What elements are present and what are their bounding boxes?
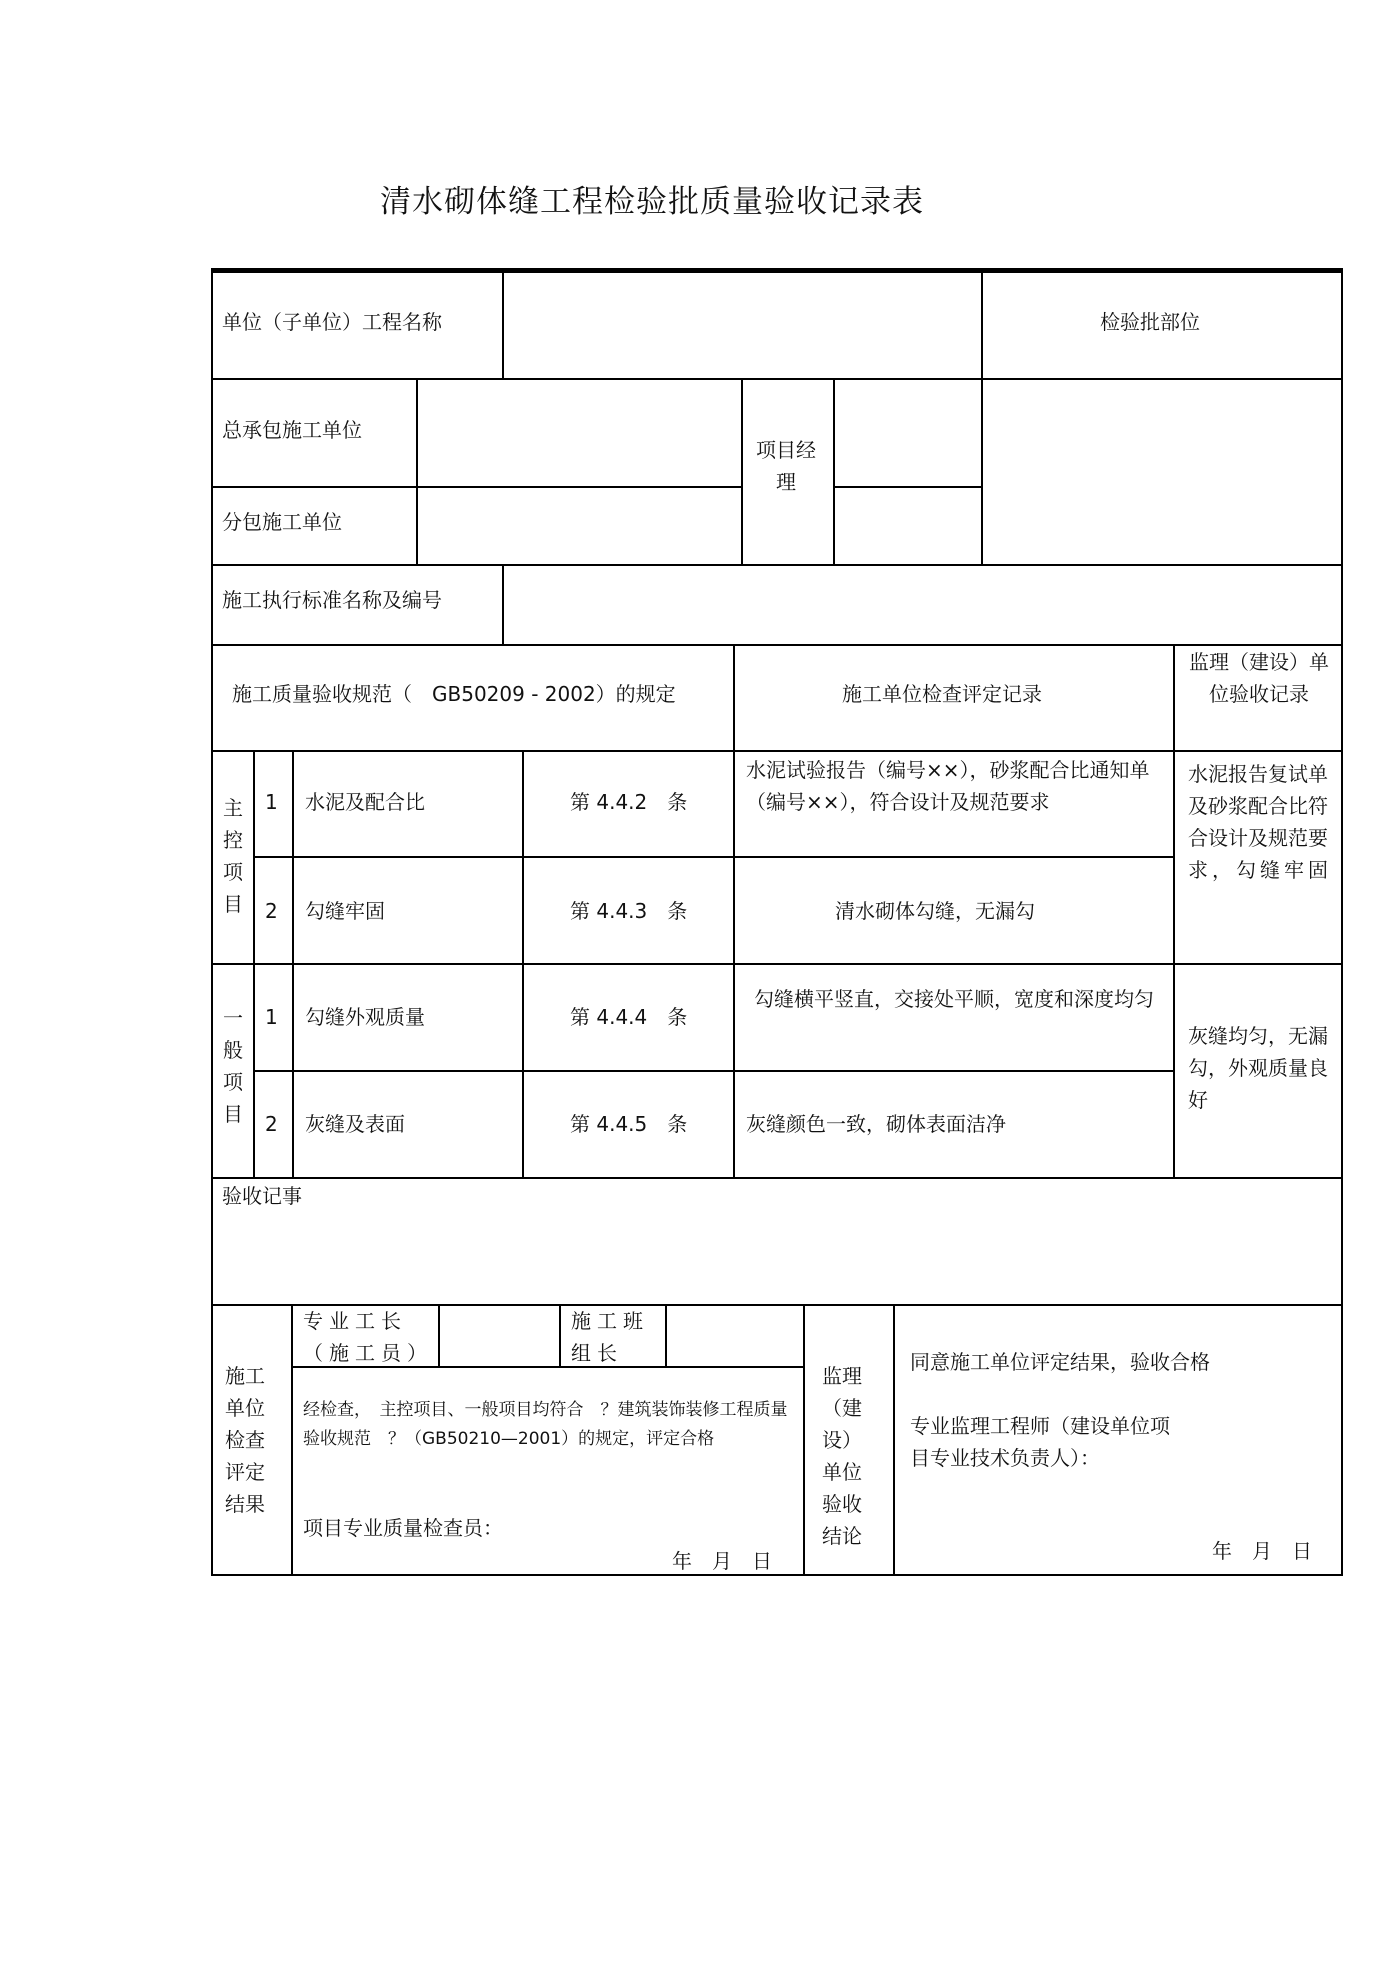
supervisor-record-header: 监理（建设）单位验收记录: [1189, 650, 1329, 706]
supervisor-conclusion-label: 监理（建设）单位验收结论: [822, 1364, 862, 1548]
item-clause: 第 4.4.2 条: [570, 790, 688, 814]
item-name: 勾缝外观质量: [305, 1005, 425, 1029]
item-clause: 第 4.4.4 条: [570, 1005, 688, 1029]
general-supervisor-record: 灰缝均匀，无漏勾，外观质量良好: [1188, 1024, 1328, 1112]
table-top-border: [211, 268, 1343, 273]
item-record: 水泥试验报告（编号××），砂浆配合比通知单（编号××），符合设计及规范要求: [746, 758, 1150, 814]
inspection-part-label: 检验批部位: [1100, 310, 1200, 334]
item-record: 勾缝横平竖直，交接处平顺，宽度和深度均匀: [754, 987, 1154, 1011]
main-control-supervisor-record: 水泥报告复试单及砂浆配合比符合设计及规范要求，勾缝牢固: [1188, 762, 1328, 882]
foreman-label: 专业工长（施工员）: [303, 1309, 433, 1365]
contractor-result-label: 施工单位检查评定结果: [225, 1364, 265, 1516]
main-control-label: 主控项目: [223, 796, 243, 916]
spec-rule-header: 施工质量验收规范（ GB50209 - 2002）的规定: [232, 682, 676, 706]
date-left: 年 月 日: [672, 1549, 772, 1573]
item-number: 1: [265, 1005, 278, 1029]
standard-label: 施工执行标准名称及编号: [222, 588, 442, 612]
item-name: 勾缝牢固: [305, 899, 385, 923]
supervisor-conclusion: 同意施工单位评定结果，验收合格: [910, 1350, 1210, 1374]
item-number: 2: [265, 1112, 278, 1136]
item-number: 1: [265, 790, 278, 814]
subcontractor-label: 分包施工单位: [222, 510, 342, 534]
general-items-label: 一般项目: [223, 1006, 243, 1126]
item-clause: 第 4.4.5 条: [570, 1112, 688, 1136]
page-title: 清水砌体缝工程检验批质量验收记录表: [380, 184, 924, 220]
general-contractor-label: 总承包施工单位: [222, 418, 362, 442]
supervisor-engineer-label: 专业监理工程师（建设单位项目专业技术负责人）：: [910, 1414, 1170, 1470]
contractor-record-header: 施工单位检查评定记录: [842, 682, 1042, 706]
item-record: 灰缝颜色一致，砌体表面洁净: [746, 1112, 1006, 1136]
item-number: 2: [265, 899, 278, 923]
contractor-result-text: 经检查， 主控项目、一般项目均符合 ？建筑装饰装修工程质量验收规范 ？（GB50210—2001）的规定，评定合格: [303, 1400, 788, 1449]
item-name: 水泥及配合比: [305, 790, 425, 814]
project-manager-label: 项目经理: [756, 438, 816, 494]
team-leader-label: 施工班组长: [571, 1309, 649, 1365]
quality-inspector-label: 项目专业质量检查员：: [303, 1516, 503, 1540]
unit-name-label: 单位（子单位）工程名称: [222, 310, 442, 334]
date-right: 年 月 日: [1212, 1539, 1312, 1563]
acceptance-notes-label: 验收记事: [222, 1184, 302, 1208]
item-name: 灰缝及表面: [305, 1112, 405, 1136]
item-record: 清水砌体勾缝，无漏勾: [835, 899, 1035, 923]
item-clause: 第 4.4.3 条: [570, 899, 688, 923]
